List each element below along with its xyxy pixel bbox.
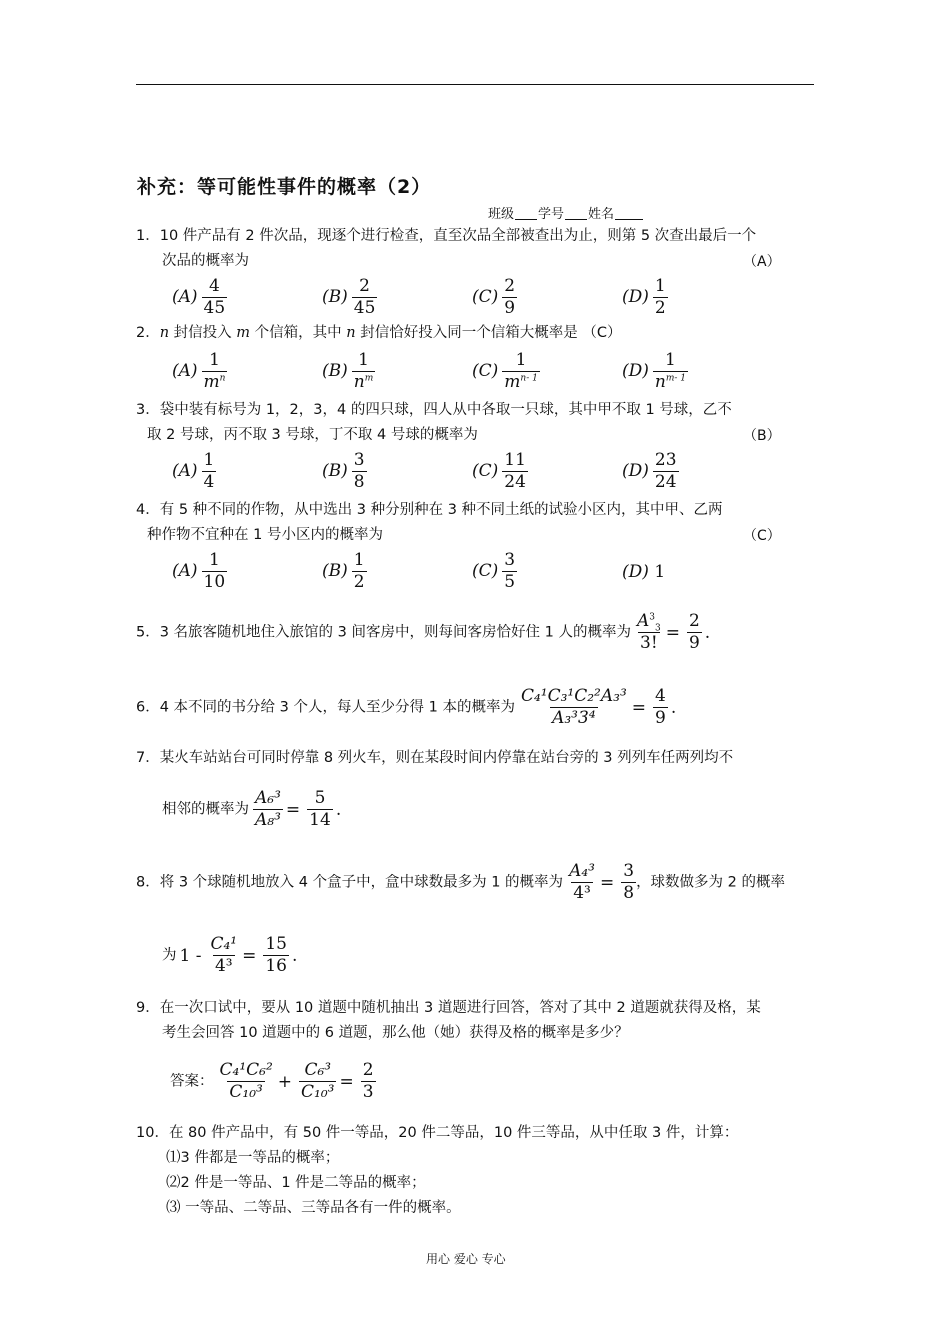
q9-answer: 答案： $\frac{\text{C₄¹C₆²}}{\text{C₁₀³}}$ + $\frac{\text{C₆³}}{\text{C₁₀³}}$ = $\frac{2}{3}$ — [170, 1060, 374, 1102]
number-label: 学号 — [538, 207, 565, 222]
q2-line: 2．n 封信投入 m 个信箱，其中 n 封信恰好投入同一个信箱大概率是 （C） — [136, 325, 622, 341]
q2-option-a: (A) $\frac{1}{m^n}$ — [172, 350, 226, 392]
name-blank[interactable] — [615, 219, 643, 220]
q10-sub1: ⑴3 件都是一等品的概率； — [166, 1150, 340, 1166]
q1-option-b: (B) $\frac{2}{45}$ — [322, 276, 376, 318]
q10-sub2: ⑵2 件是一等品、1 件是二等品的概率； — [166, 1175, 426, 1191]
q3-option-c: (C) $\frac{11}{24}$ — [472, 450, 526, 492]
student-info — [488, 203, 644, 222]
q6-line: 6．4 本不同的书分给 3 个人，每人至少分得 1 本的概率为 $\frac{\text{C₄¹C₃¹C₂²A₃³}}{\text{A₃³3⁴}}$ = $\frac{4}{9}$ . — [136, 686, 677, 728]
q2-option-d: (D) $\frac{1}{n^{m- 1}}$ — [622, 350, 687, 392]
q4-line1: 4．有 5 种不同的作物，从中选出 3 种分别种在 3 种不同土纸的试验小区内，其中甲、乙两 — [136, 502, 723, 518]
q3-line1: 3．袋中装有标号为 1，2，3，4 的四只球，四人从中各取一只球，其中甲不取 1 号球，乙不 — [136, 402, 732, 418]
q3-answer: （B） — [743, 428, 781, 444]
q1-line2: 次品的概率为 — [162, 253, 249, 269]
page-footer: 用心 爱心 专心 — [426, 1252, 506, 1266]
q4-option-a: (A) $\frac{1}{10}$ — [172, 550, 226, 592]
number-blank[interactable] — [565, 219, 587, 220]
header-rule — [136, 84, 814, 85]
q8-line1: 8．将 3 个球随机地放入 4 个盒子中，盒中球数最多为 1 的概率为 $\frac{\text{A₄³}}{\text{4³}}$ = $\frac{3}{8}$ ，球数做多为 2 的概率 — [136, 861, 786, 903]
q10-sub3: ⑶ 一等品、二等品、三等品各有一件的概率。 — [166, 1200, 461, 1216]
q4-answer: （C） — [743, 528, 781, 544]
name-label: 姓名 — [588, 207, 615, 222]
q3-option-a: (A) $\frac{1}{4}$ — [172, 450, 215, 492]
q4-option-b: (B) $\frac{1}{2}$ — [322, 550, 365, 592]
q9-line2: 考生会回答 10 道题中的 6 道题，那么他（她）获得及格的概率是多少？ — [162, 1025, 629, 1041]
q2-option-b: (B) $\frac{1}{n^m}$ — [322, 350, 374, 392]
q3-option-b: (B) $\frac{3}{8}$ — [322, 450, 365, 492]
q8-line2: 为 1 - $\frac{\text{C₄¹}}{\text{4³}}$ = $\frac{15}{16}$ . — [162, 934, 298, 976]
q3-line2: 取 2 号球，丙不取 3 号球，丁不取 4 号球的概率为 — [147, 427, 478, 443]
q4-option-c: (C) $\frac{3}{5}$ — [472, 550, 516, 592]
q7-line2: 相邻的概率为 $\frac{\text{A₆³}}{\text{A₈³}}$ = $\frac{5}{14}$ . — [162, 788, 342, 830]
q5-line: 5．3 名旅客随机地住入旅馆的 3 间客房中，则每间客房恰好住 1 人的概率为 $\frac{A^3_3}{3!}$ = $\frac{2}{9}$ . — [136, 611, 711, 653]
page-title: 补充：等可能性事件的概率（2） — [137, 176, 432, 198]
q4-option-d: (D) 1 — [622, 562, 666, 582]
q4-line2: 种作物不宜种在 1 号小区内的概率为 — [147, 527, 383, 543]
class-label: 班级 — [488, 207, 515, 222]
q9-line1: 9．在一次口试中，要从 10 道题中随机抽出 3 道题进行回答，答对了其中 2 道题就获得及格，某 — [136, 1000, 761, 1016]
q1-line1: 1．10 件产品有 2 件次品，现逐个进行检查，直至次品全部被查出为止，则第 5 次查出最后一个 — [136, 228, 757, 244]
q3-option-d: (D) $\frac{23}{24}$ — [622, 450, 677, 492]
q7-line1: 7．某火车站站台可同时停靠 8 列火车，则在某段时间内停靠在站台旁的 3 列列车任两列均不 — [136, 750, 734, 766]
q1-option-a: (A) $\frac{4}{45}$ — [172, 276, 226, 318]
q1-answer: （A） — [743, 254, 781, 270]
q2-option-c: (C) $\frac{1}{m^{n- 1}}$ — [472, 350, 538, 392]
q1-option-d: (D) $\frac{1}{2}$ — [622, 276, 666, 318]
class-blank[interactable] — [515, 219, 537, 220]
q10-line1: 10．在 80 件产品中，有 50 件一等品，20 件二等品，10 件三等品，从中任取 3 件，计算： — [136, 1125, 739, 1141]
q1-option-c: (C) $\frac{2}{9}$ — [472, 276, 516, 318]
